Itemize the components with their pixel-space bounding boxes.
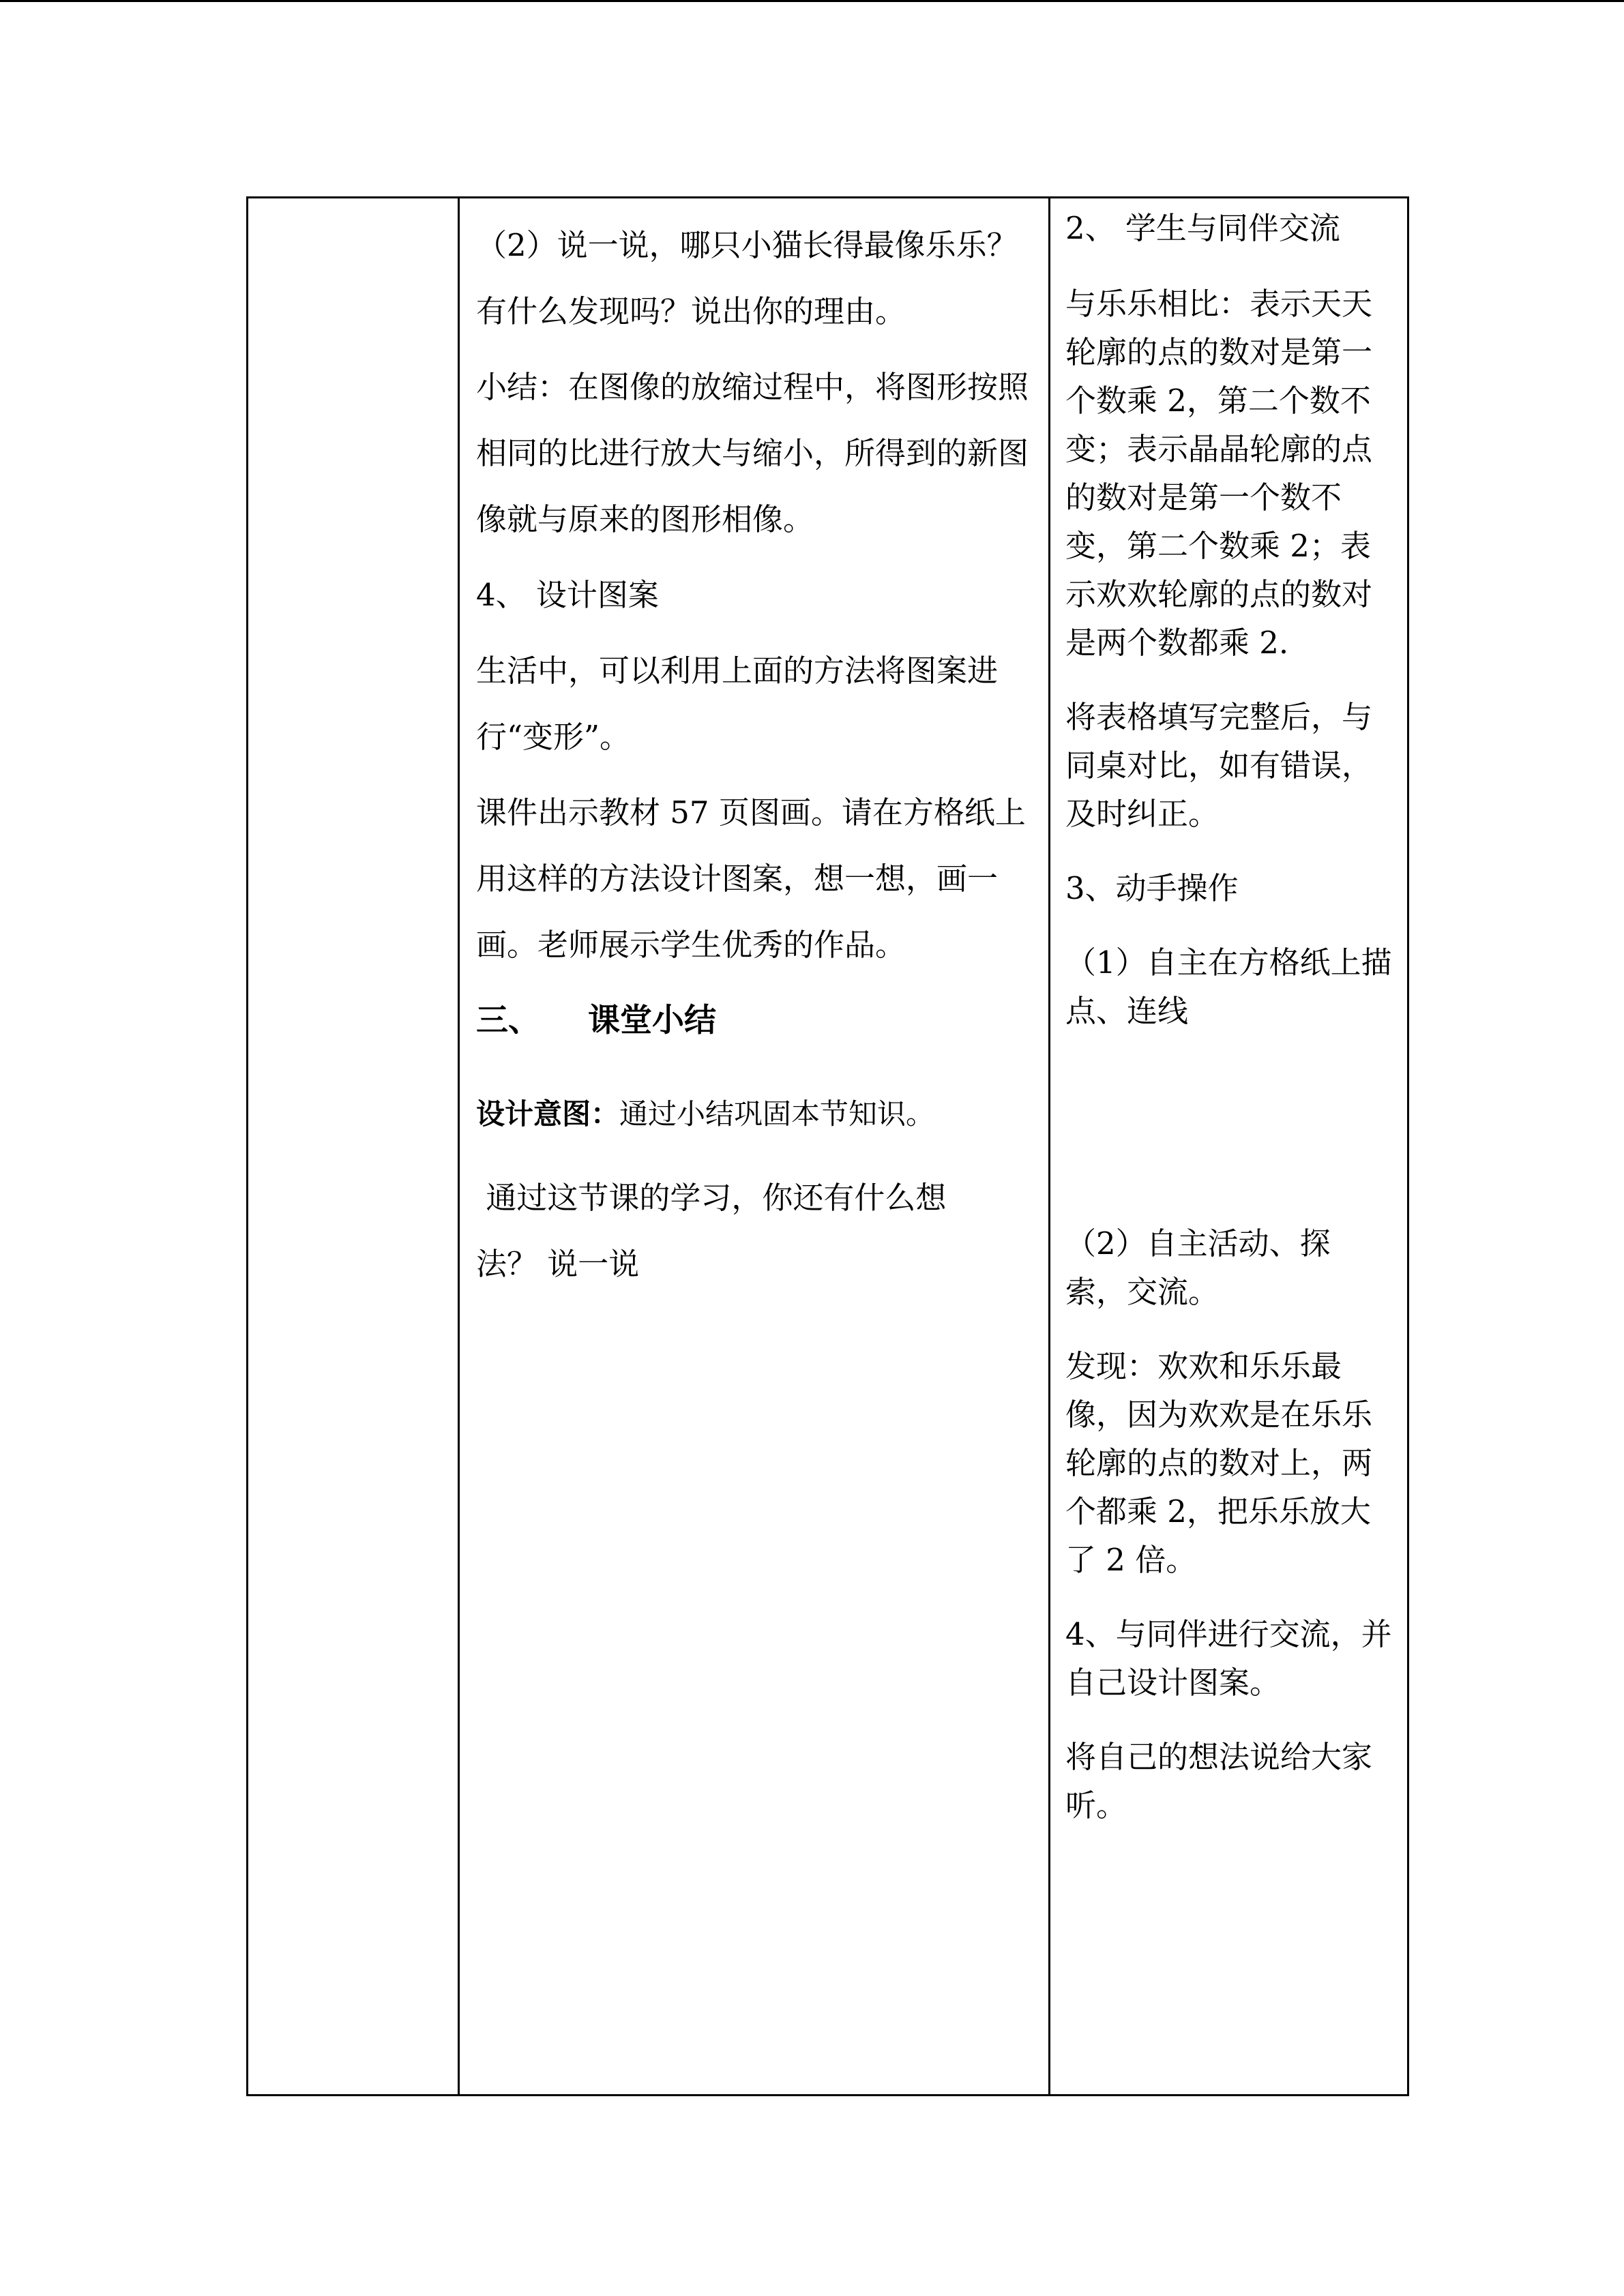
plot-points-step: （1）自主在方格纸上描点、连线 (1065, 944, 1392, 1029)
discussion-question: （2）说一说，哪只小猫长得最像乐乐？有什么发现吗？说出你的理由。 (476, 227, 1018, 329)
design-intent-text: 通过小结巩固本节知识。 (619, 1097, 935, 1131)
hands-on-heading: 3、动手操作 (1065, 870, 1239, 906)
share-ideas: 将自己的想法说给大家听。 (1065, 1739, 1373, 1823)
fill-table-paragraph: 将表格填写完整后，与同桌对比，如有错误，及时纠正。 (1065, 699, 1373, 832)
section-number: 三、 (476, 1002, 540, 1039)
lesson-plan-table (246, 196, 1409, 2096)
reflection-question: 通过这节课的学习，你还有什么想法？ 说一说 (476, 1180, 947, 1282)
design-intent (476, 1081, 1032, 1147)
comparison-paragraph: 与乐乐相比：表示天天轮廓的点的数对是第一个数乘 2，第二个数不变；表示晶晶轮廓的点的数对是第一个数不变，第二个数乘 2；表示欢欢轮廓的点的数对是两个数都乘 2. (1065, 286, 1373, 661)
discovery-paragraph: 发现：欢欢和乐乐最像，因为欢欢是在乐乐轮廓的点的数对上，两个都乘 2，把乐乐放大了 2 倍。 (1065, 1348, 1373, 1578)
section-heading-summary (476, 987, 1032, 1054)
design-with-peers: 4、与同伴进行交流，并自己设计图案。 (1065, 1616, 1392, 1701)
transform-paragraph: 生活中，可以利用上面的方法将图案进行“变形”。 (476, 653, 999, 755)
top-border-line (0, 0, 1624, 2)
design-intent-label: 设计意图： (476, 1097, 620, 1131)
left-empty-cell (248, 198, 458, 2094)
student-activity-cell (1050, 198, 1409, 2094)
section-title: 课堂小结 (588, 1002, 716, 1039)
explore-step: （2）自主活动、探索，交流。 (1065, 1225, 1331, 1310)
student-exchange: 2、 学生与同伴交流 (1065, 210, 1340, 246)
courseware-paragraph: 课件出示教材 57 页图画。请在方格纸上用这样的方法设计图案，想一想，画一画。老师展示学生优秀的作品。 (476, 794, 1026, 963)
teacher-activity-cell (460, 198, 1048, 2094)
summary-paragraph: 小结：在图像的放缩过程中，将图形按照相同的比进行放大与缩小，所得到的新图像就与原来的图形相像。 (476, 369, 1029, 537)
design-pattern-heading: 4、 设计图案 (476, 577, 659, 613)
